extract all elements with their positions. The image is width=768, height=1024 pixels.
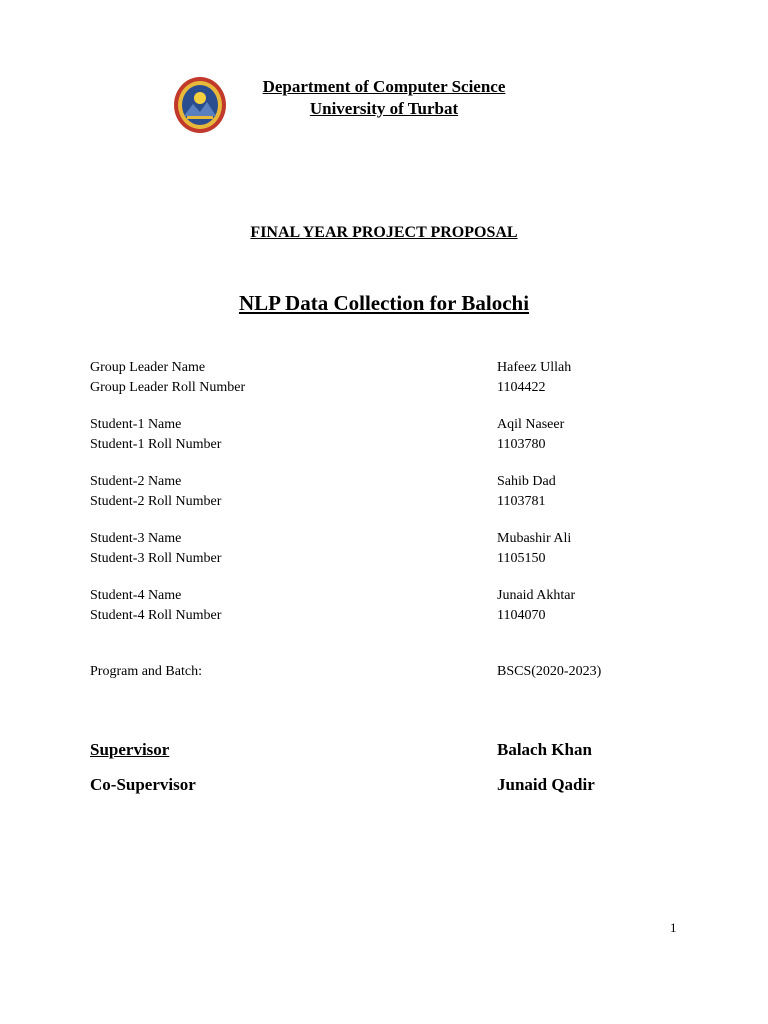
university-name: University of Turbat [309,99,459,118]
supervisor-label: Supervisor [90,740,170,759]
co-supervisor-label: Co-Supervisor [90,775,196,794]
student-1-name-label: Student-1 Name [90,417,182,432]
group-leader-roll-label: Group Leader Roll Number [90,380,246,395]
student-2-name-label: Student-2 Name [90,474,182,489]
student-1-name-value: Aqil Naseer [497,417,565,432]
student-2-roll-value: 1103781 [497,494,546,509]
student-4-name-value: Junaid Akhtar [497,588,576,603]
page-number: 1 [670,920,677,935]
student-3-roll-value: 1105150 [497,551,546,566]
student-3-roll-label: Student-3 Roll Number [90,551,222,566]
program-batch-value: BSCS(2020-2023) [497,664,602,679]
group-leader-name-label: Group Leader Name [90,360,206,375]
student-4-roll-label: Student-4 Roll Number [90,608,222,623]
supervisor-value: Balach Khan [497,740,592,759]
student-2-name-value: Sahib Dad [497,474,556,489]
student-3-name-value: Mubashir Ali [497,531,572,546]
project-title: NLP Data Collection for Balochi [238,291,530,315]
student-1-roll-label: Student-1 Roll Number [90,437,222,452]
student-2-roll-label: Student-2 Roll Number [90,494,222,509]
group-leader-name-value: Hafeez Ullah [497,360,572,375]
student-4-name-label: Student-4 Name [90,588,182,603]
student-3-name-label: Student-3 Name [90,531,182,546]
department-name: Department of Computer Science [262,77,506,96]
group-leader-roll-value: 1104422 [497,380,546,395]
document-type-heading: FINAL YEAR PROJECT PROPOSAL [250,224,518,241]
program-batch-label: Program and Batch: [90,664,202,679]
student-4-roll-value: 1104070 [497,608,546,623]
student-1-roll-value: 1103780 [497,437,546,452]
co-supervisor-value: Junaid Qadir [497,775,595,794]
